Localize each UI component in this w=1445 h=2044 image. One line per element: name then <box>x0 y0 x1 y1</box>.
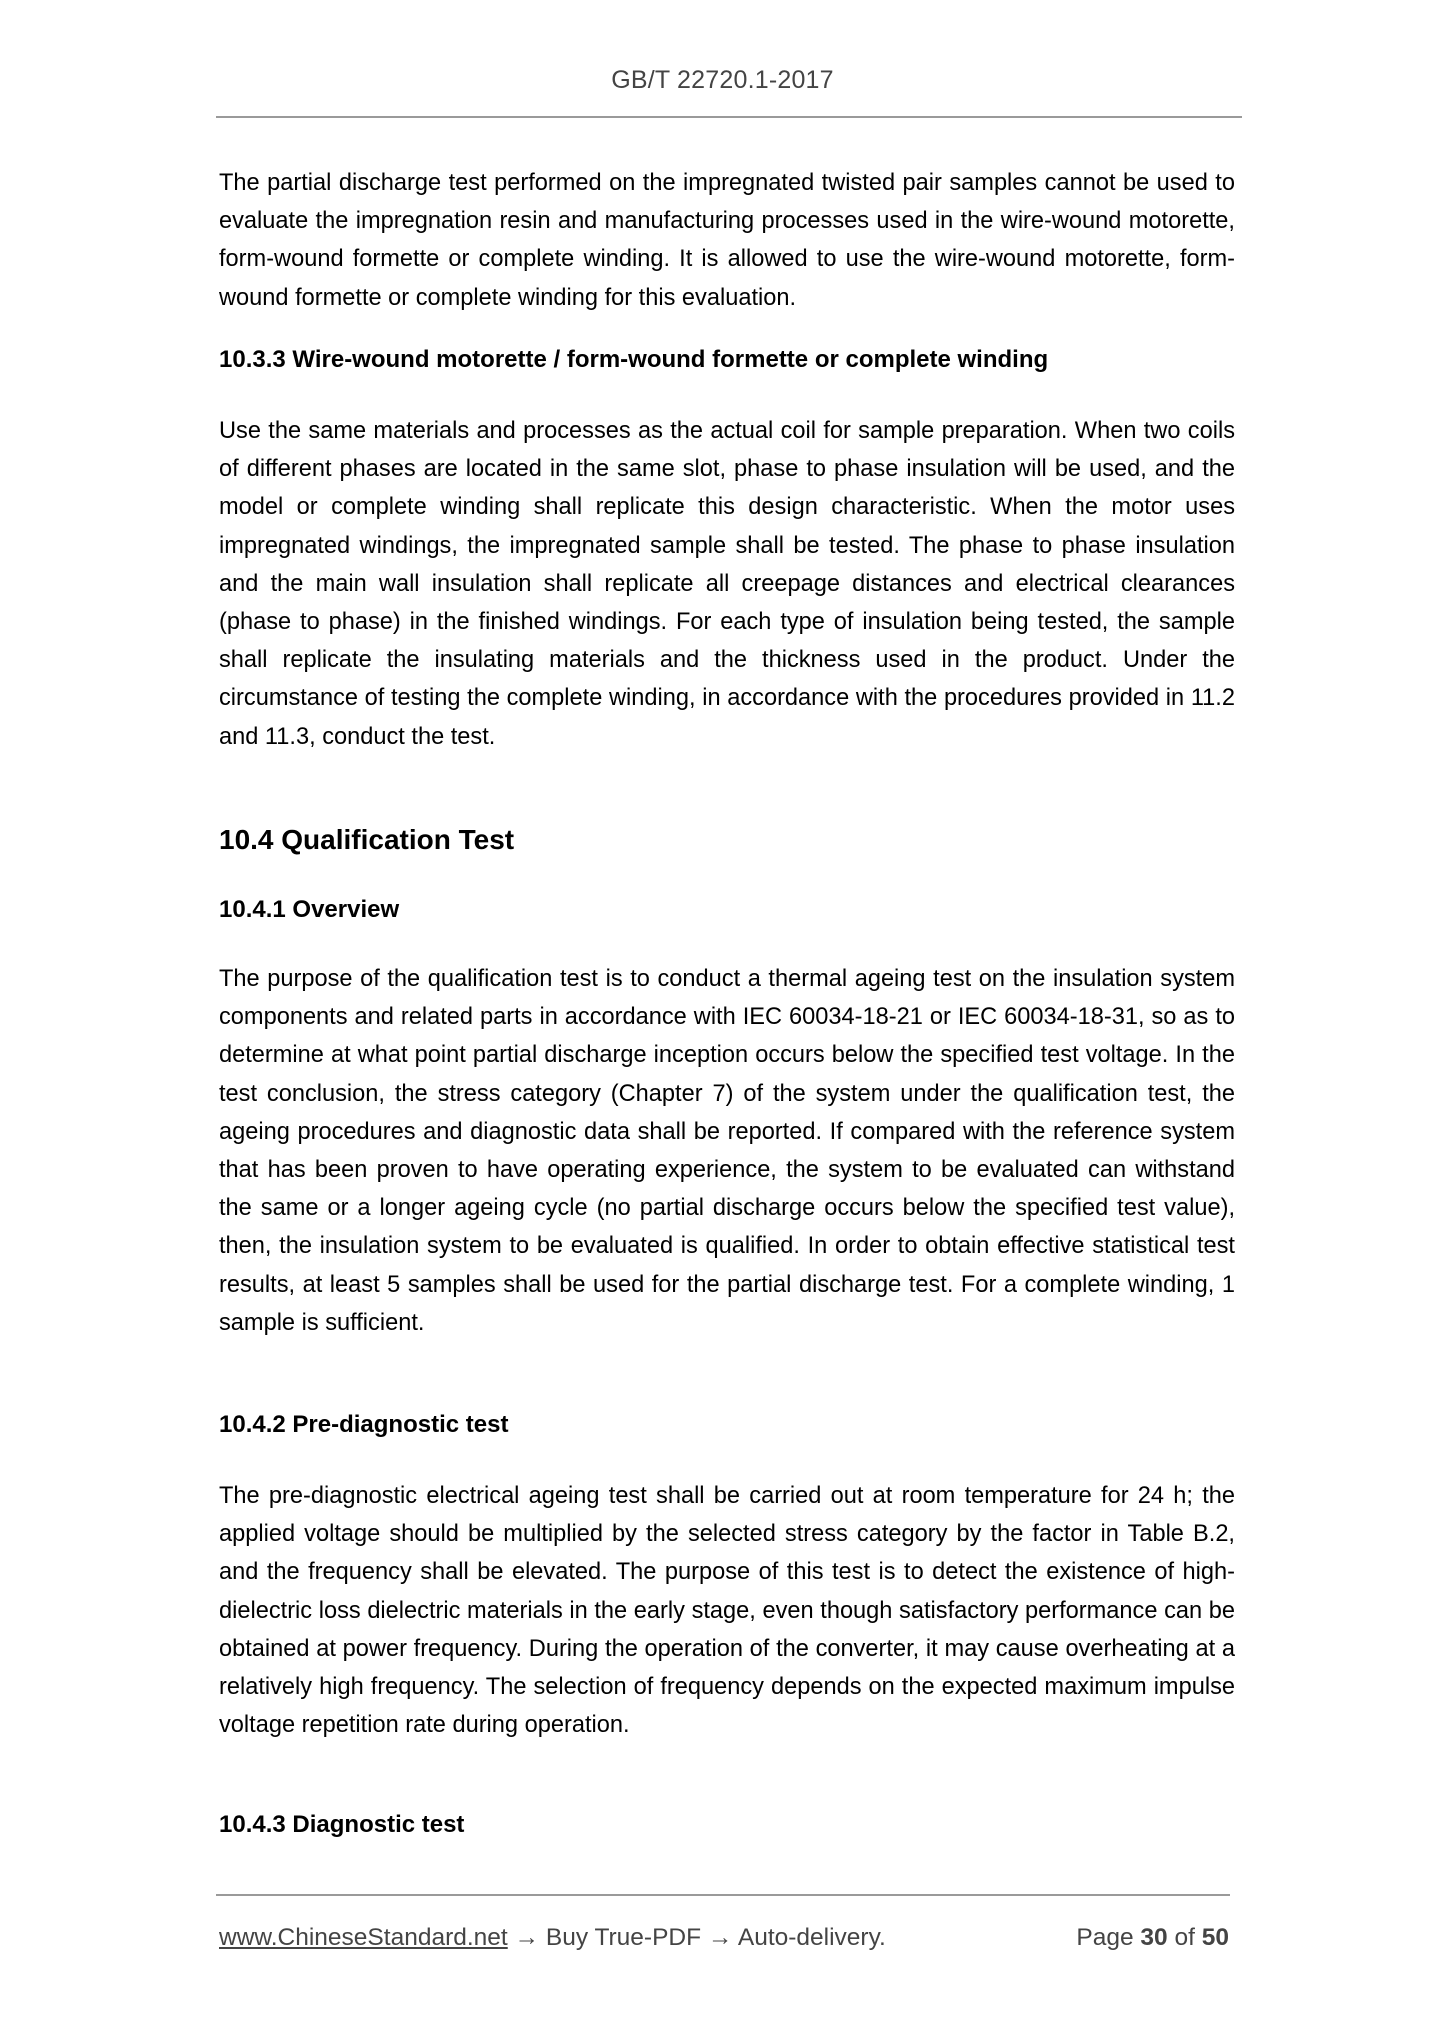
page-current: 30 <box>1140 1924 1168 1951</box>
footer-divider <box>216 1894 1230 1896</box>
page-total: 50 <box>1201 1924 1229 1951</box>
paragraph-10-4-2: The pre-diagnostic electrical ageing test shall be carried out at room temperature for 24 h; the applied voltage should be multiplied by the selected stress category by the factor in Table B.2, and the frequency shall be elevated. The purpose of this test is to detect the existence of high-dielectric loss dielectric materials in the early stage, even though satisfactory performance can be obtained at power frequency. During the operation of the converter, it may cause overheating at a relatively high frequency. The selection of frequency depends on the expected maximum impulse voltage repetition rate during operation. <box>219 1483 1235 1739</box>
heading-10-4-3: 10.4.3 Diagnostic test <box>219 1811 465 1838</box>
intro-paragraph: The partial discharge test performed on the impregnated twisted pair samples cannot be used to evaluate the impregnation resin and manufacturing processes used in the wire-wound motorette, form-wound formette or complete winding. It is allowed to use the wire-wound motorette, form-wound formette or complete winding for this evaluation. <box>219 170 1235 311</box>
delivery-text: Auto-delivery. <box>737 1924 886 1951</box>
paragraph-10-4-1: The purpose of the qualification test is to conduct a thermal ageing test on the insulation system components and related parts in accordance with IEC 60034-18-21 or IEC 60034-18-31, so as to determine at what point partial discharge inception occurs below the specified test voltage. In the test conclusion, the stress category (Chapter 7) of the system under the qualification test, the ageing procedures and diagnostic data shall be reported. If compared with the reference system that has been proven to have operating experience, the system to be evaluated can withstand the same or a longer ageing cycle (no partial discharge occurs below the specified test value), then, the insulation system to be evaluated is qualified. In order to obtain effective statistical test results, at least 5 samples shall be used for the partial discharge test. For a complete winding, 1 sample is sufficient. <box>219 966 1235 1336</box>
heading-10-4: 10.4 Qualification Test <box>219 824 515 855</box>
site-link[interactable]: www.ChineseStandard.net <box>219 1924 508 1951</box>
page-of: of <box>1174 1924 1195 1951</box>
heading-10-4-1: 10.4.1 Overview <box>219 896 400 923</box>
page-number <box>1076 1924 1229 1952</box>
arrow-icon: → <box>514 1924 540 1951</box>
heading-10-4-2: 10.4.2 Pre-diagnostic test <box>219 1411 509 1438</box>
document-id-header: GB/T 22720.1-2017 <box>611 66 834 94</box>
page-label: Page <box>1076 1924 1134 1951</box>
heading-10-3-3: 10.3.3 Wire-wound motorette / form-wound formette or complete winding <box>219 346 1049 373</box>
paragraph-10-3-3: Use the same materials and processes as the actual coil for sample preparation. When two coils of different phases are located in the same slot, phase to phase insulation will be used, and the model or complete winding shall replicate this design characteristic. When the motor uses impregnated windings, the impregnated sample shall be tested. The phase to phase insulation and the main wall insulation shall replicate all creepage distances and electrical clearances (phase to phase) in the finished windings. For each type of insulation being tested, the sample shall replicate the insulating materials and the thickness used in the product. Under the circumstance of testing the complete winding, in accordance with the procedures provided in 11.2 and 11.3, conduct the test. <box>219 418 1235 750</box>
buy-text: Buy True-PDF <box>545 1924 702 1951</box>
page-footer <box>219 1924 1229 1952</box>
arrow-icon: → <box>707 1924 733 1951</box>
header-divider <box>216 116 1242 118</box>
